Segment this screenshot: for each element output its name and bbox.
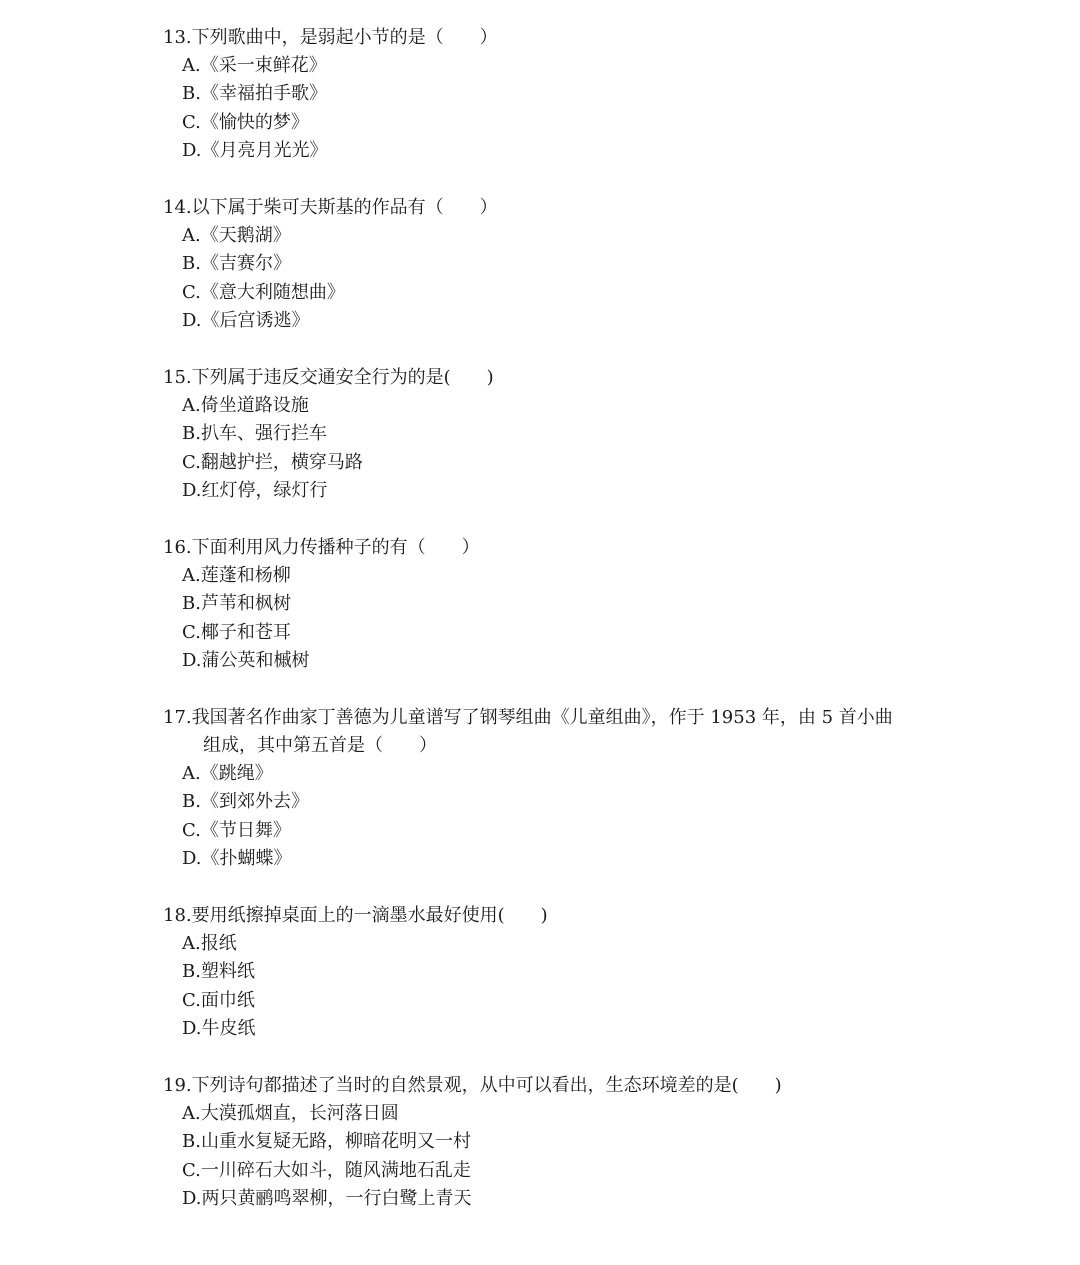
option-b: B.山重水复疑无路，柳暗花明又一村 xyxy=(182,1131,471,1153)
option-d: D.两只黄鹂鸣翠柳，一行白鹭上青天 xyxy=(182,1187,472,1209)
option-b: B.《幸福拍手歌》 xyxy=(182,83,327,105)
option-b: B.塑料纸 xyxy=(182,961,255,983)
option-d: D.牛皮纸 xyxy=(182,1017,256,1039)
option-c: C.《节日舞》 xyxy=(182,819,291,841)
option-b: B.芦苇和枫树 xyxy=(182,593,291,615)
option-c: C.《意大利随想曲》 xyxy=(182,281,345,303)
question-stem: 14.以下属于柴可夫斯基的作品有（ ） xyxy=(163,197,498,218)
option-b: B.扒车、强行拦车 xyxy=(182,423,327,445)
question-stem: 15.下列属于违反交通安全行为的是( ) xyxy=(163,367,494,388)
option-d: D.红灯停，绿灯行 xyxy=(182,479,328,501)
question-stem: 17.我国著名作曲家丁善德为儿童谱写了钢琴组曲《儿童组曲》，作于 1953 年，由 5 首小曲 xyxy=(163,707,893,728)
question-17 xyxy=(163,704,943,873)
option-d: D.《月亮月光光》 xyxy=(182,139,328,161)
question-19 xyxy=(163,1072,943,1213)
option-b: B.《吉赛尔》 xyxy=(182,253,291,275)
option-c: C.《愉快的梦》 xyxy=(182,111,309,133)
option-a: A.倚坐道路设施 xyxy=(182,395,309,416)
question-stem: 19.下列诗句都描述了当时的自然景观，从中可以看出，生态环境差的是( ) xyxy=(163,1075,782,1096)
question-16 xyxy=(163,534,943,675)
option-d: D.蒲公英和槭树 xyxy=(182,649,310,671)
question-13 xyxy=(163,24,943,165)
option-a: A.大漠孤烟直，长河落日圆 xyxy=(182,1103,399,1124)
question-stem-continued: 组成，其中第五首是（ ） xyxy=(203,735,437,756)
option-a: A.报纸 xyxy=(182,933,237,954)
question-stem: 16.下面利用风力传播种子的有（ ） xyxy=(163,537,480,558)
option-a: A.《跳绳》 xyxy=(182,763,273,784)
question-18 xyxy=(163,902,943,1043)
option-d: D.《后宫诱逃》 xyxy=(182,309,310,331)
option-d: D.《扑蝴蝶》 xyxy=(182,847,292,869)
option-c: C.椰子和苍耳 xyxy=(182,621,291,643)
option-a: A.《天鹅湖》 xyxy=(182,225,291,246)
question-14 xyxy=(163,194,943,335)
question-stem: 18.要用纸擦掉桌面上的一滴墨水最好使用( ) xyxy=(163,905,548,926)
option-a: A.《采一束鲜花》 xyxy=(182,55,327,76)
option-c: C.一川碎石大如斗，随风满地石乱走 xyxy=(182,1159,471,1181)
question-15 xyxy=(163,364,943,505)
option-c: C.面巾纸 xyxy=(182,989,255,1011)
question-stem: 13.下列歌曲中，是弱起小节的是（ ） xyxy=(163,27,498,48)
option-b: B.《到郊外去》 xyxy=(182,791,309,813)
option-a: A.莲蓬和杨柳 xyxy=(182,565,291,586)
option-c: C.翻越护拦，横穿马路 xyxy=(182,451,363,473)
